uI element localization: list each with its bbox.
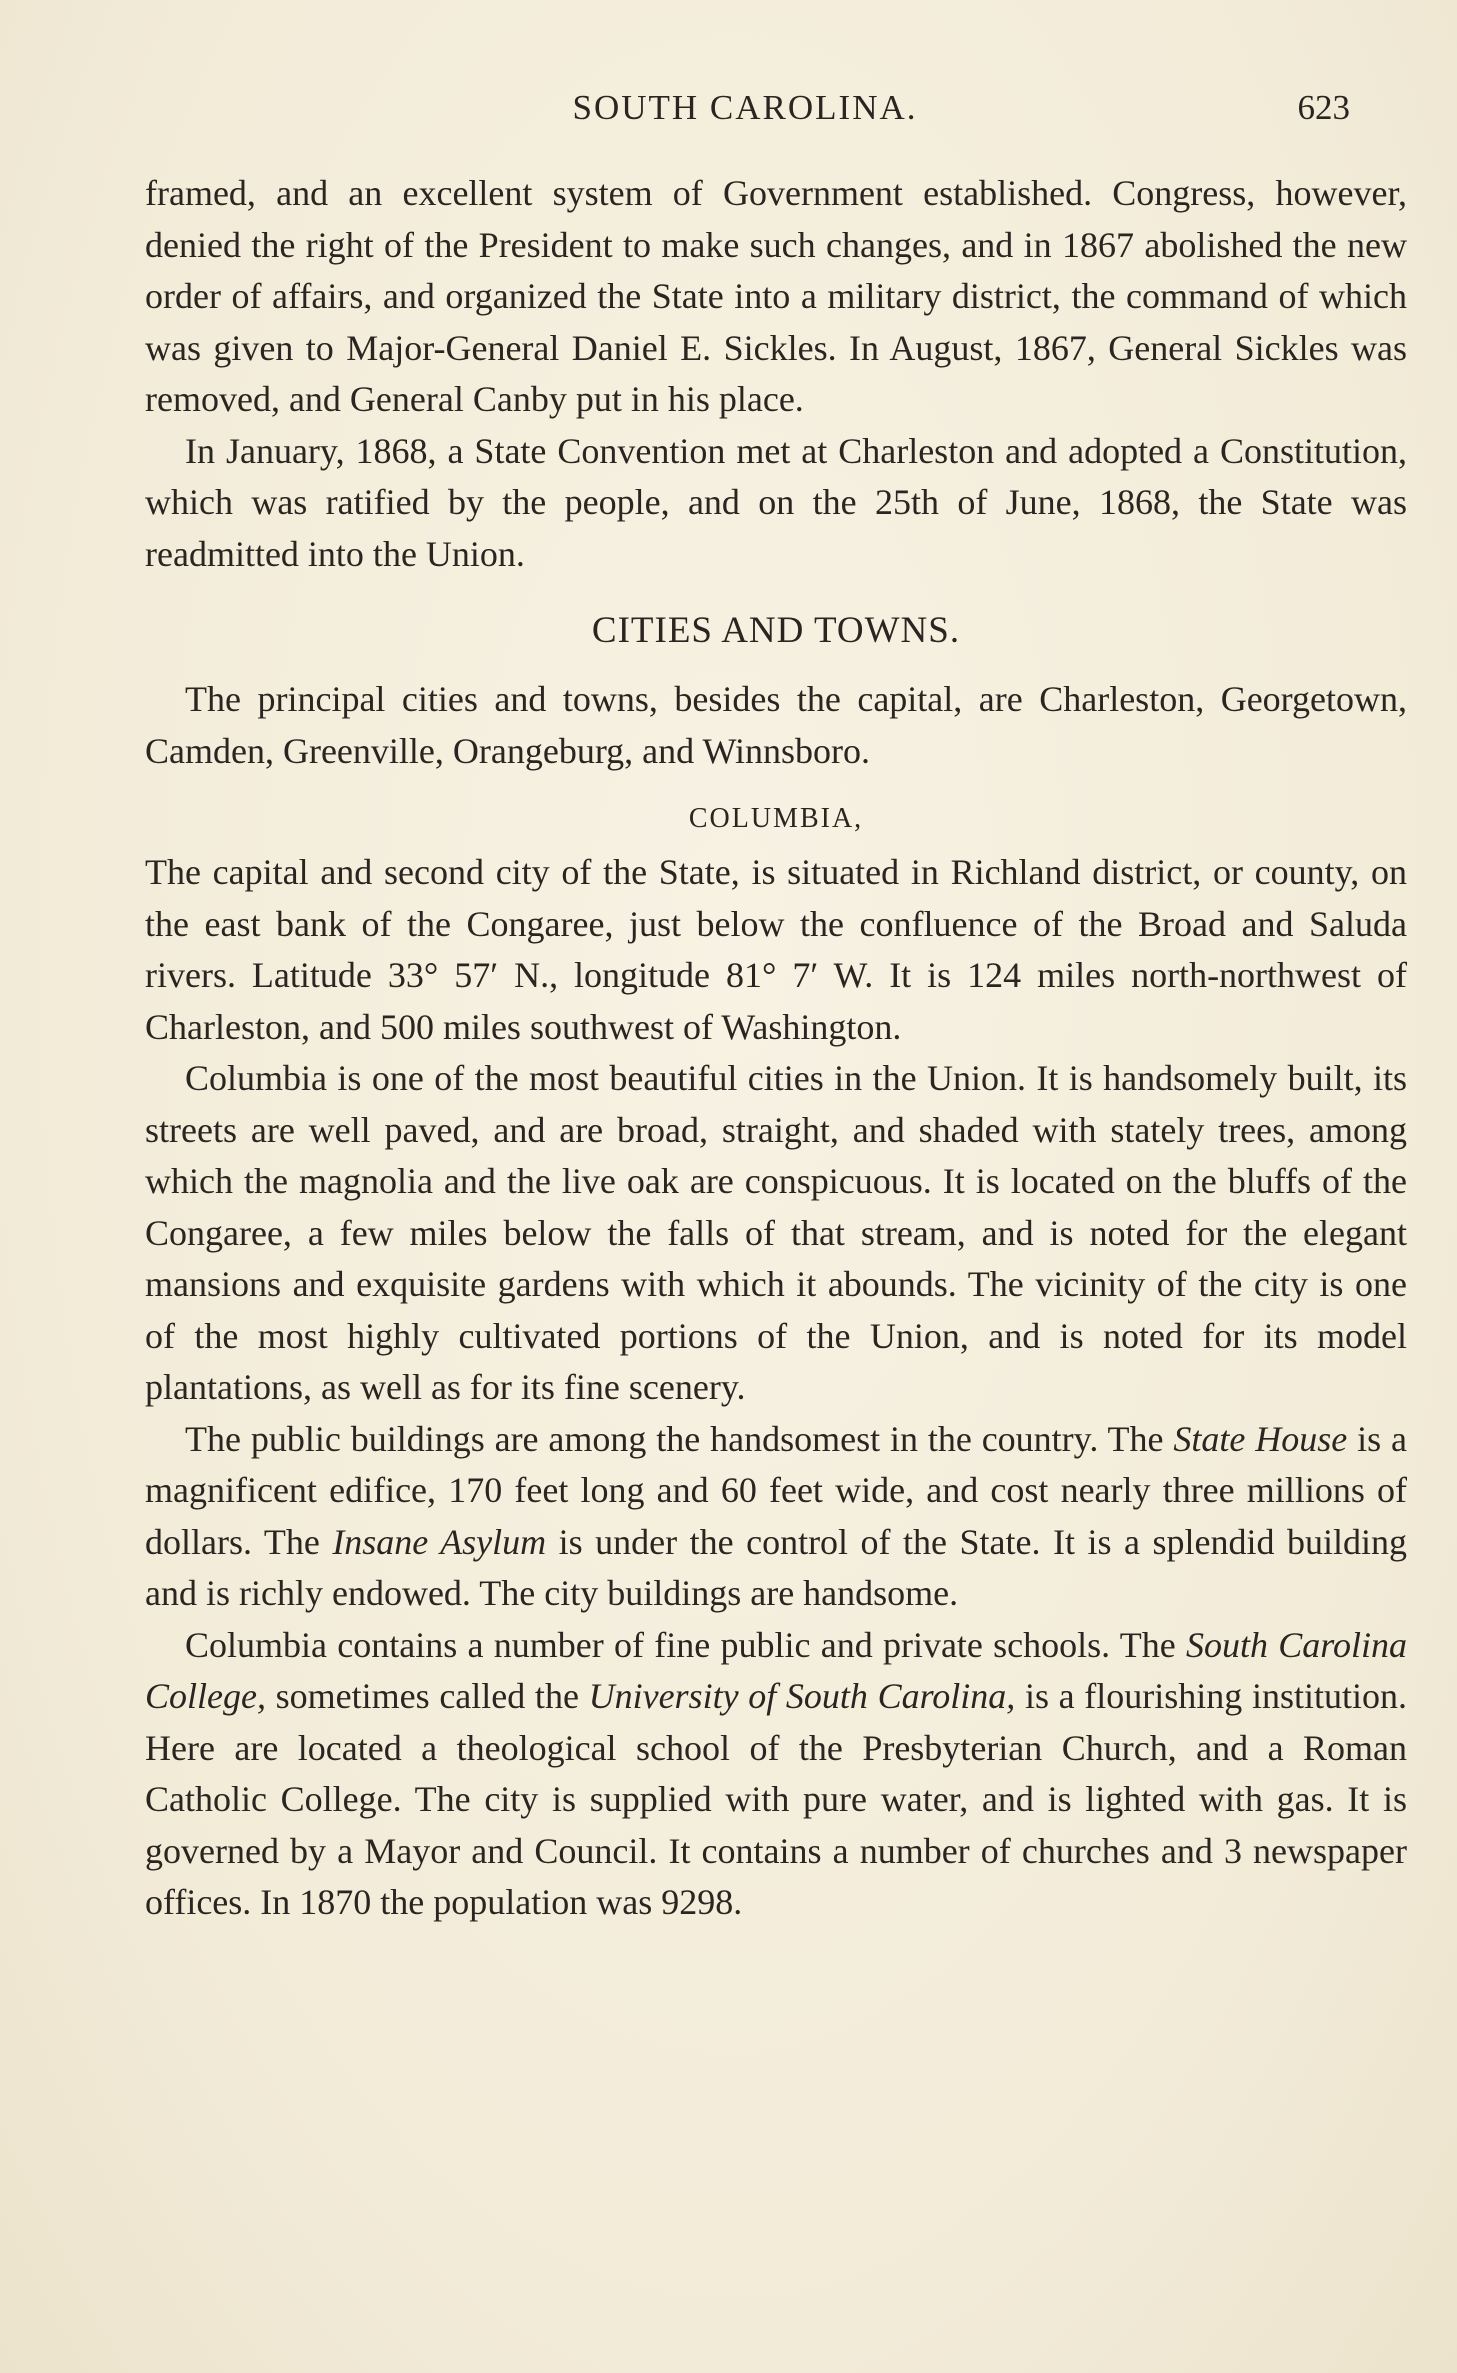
subsection-heading-columbia: COLUMBIA, (688, 803, 864, 834)
text-run: is under the control of the State. It is a splendid building and is richly endowed. The city buildings are handsome. (145, 1521, 1407, 1613)
paragraph-reconstruction: framed, and an excellent system of Government established. Congress, however, denied the right of the President to make such changes, and in 1867 abolished the new order of affairs, and organized the State into a military district, the command of which was given to Major-General Daniel E. Sickles. In August, 1867, General Sickles was removed, and General Canby put in his place. (145, 173, 1407, 419)
running-head: SOUTH CAROLINA. (572, 88, 918, 127)
paragraph-readmission: In January, 1868, a State Convention met at Charleston and adopted a Constitution, which was ratified by the people, and on the 25th of June, 1868, the State was readmitted into the Union. (145, 430, 1407, 574)
page-header (140, 88, 1350, 138)
italic-south-carolina-college: South Carolina College, (145, 1624, 1407, 1716)
paragraph-public-buildings (145, 1414, 1407, 1620)
text-run: sometimes called the (265, 1676, 589, 1716)
paragraph-columbia-description: Columbia is one of the most beautiful cities in the Union. It is handsomely built, its streets are well paved, and are broad, straight, and shaded with stately trees, among which the magnolia and the live oak are conspicuous. It is located on the bluffs of the Congaree, a few miles below the falls of that stream, and is noted for the elegant mansions and exquisite gardens with which it abounds. The vicinity of the city is one of the most highly cultivated portions of the Union, and is noted for its model plantations, as well as for its fine scenery. (145, 1058, 1407, 1407)
text-run: Columbia contains a number of fine public and private schools. The (185, 1624, 1187, 1665)
paragraph-principal-cities: The principal cities and towns, besides the capital, are Charleston, Georgetown, Camden, Greenville, Orangeburg, and Winnsboro. (145, 679, 1407, 771)
page-body (145, 168, 1407, 1929)
italic-state-house: State House (1173, 1418, 1348, 1459)
page-number: 623 (1297, 88, 1350, 127)
paragraph-schools (145, 1620, 1407, 1929)
italic-insane-asylum: Insane Asylum (332, 1521, 547, 1562)
text-run: is a flourishing institution. Here are located a theological school of the Presbyterian Church, and a Roman Catholic College. The city is supplied with pure water, and is lighted with gas. It is governed by a Mayor and Council. It contains a number of churches and 3 newspaper offices. In 1870 the population was 9298. (145, 1676, 1407, 1922)
text-run: is a magnificent edifice, 170 feet long and 60 feet wide, and cost nearly three millions of dollars. The (145, 1418, 1407, 1562)
paragraph-columbia-location: The capital and second city of the State, is situated in Richland district, or county, on the east bank of the Congaree, just below the confluence of the Broad and Saluda rivers. Latitude 33° 57′ N., longitude 81° 7′ W. It is 124 miles north-northwest of Charleston, and 500 miles southwest of Washington. (145, 852, 1407, 1047)
text-run: The public buildings are among the handsomest in the country. The (185, 1418, 1174, 1459)
italic-university-of-south-carolina: University of South Carolina, (588, 1676, 1016, 1716)
section-heading-cities-and-towns: CITIES AND TOWNS. (591, 610, 961, 651)
